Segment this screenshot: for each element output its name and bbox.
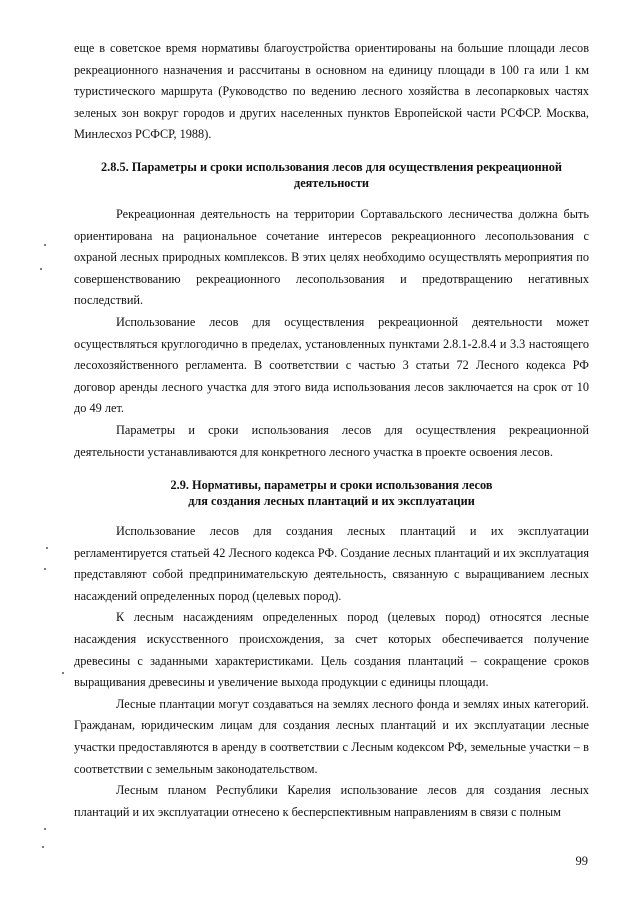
section-heading-2-8-5 <box>74 159 589 191</box>
section-heading-line: 2.9. Нормативы, параметры и сроки использования лесов <box>170 478 493 493</box>
page-number: 99 <box>575 854 588 868</box>
body-paragraph: Рекреационная деятельность на территории Сортавальского лесничества должна быть ориентирована на рациональное сочетание интересов рекреационного лесопользования с охраной лесных природных комплексов. В этих целях необходимо осуществлять мероприятия по совершенствованию рекреационного лесопользования и предотвращению негативных последствий. <box>74 206 589 308</box>
section-heading-2-9 <box>74 477 589 509</box>
body-paragraph: Лесные плантации могут создаваться на землях лесного фонда и землях иных категорий. Гражданам, юридическим лицам для создания лесных плантаций и их эксплуатации лесные участки предоставляются в аренду в соответствии с Лесным кодексом РФ, земельные участки – в соответствии с земельным законодательством. <box>74 696 589 776</box>
scan-speck <box>44 568 46 570</box>
body-paragraph: Использование лесов для осуществления рекреационной деятельности может осуществляться круглогодично в пределах, установленных пунктами 2.8.1-2.8.4 и 3.3 настоящего лесохозяйственного регламента. В соответствии с частью 3 статьи 72 Лесного кодекса РФ договор аренды лесного участка для этого вида использования лесов заключается на срок от 10 до 49 лет. <box>74 314 589 416</box>
scan-speck <box>40 268 42 270</box>
body-paragraph: Использование лесов для создания лесных плантаций и их эксплуатации регламентируется статьей 42 Лесного кодекса РФ. Создание лесных плантаций и их эксплуатация представляют собой предпринимательскую деятельность, связанную с выращиванием лесных насаждений определенных пород (целевых пород). <box>74 524 589 603</box>
scan-speck <box>44 828 46 830</box>
document-body <box>74 38 589 823</box>
body-paragraph: К лесным насаждениям определенных пород (целевых пород) относятся лесные насаждения искусственного происхождения, за счет которых обеспечивается получение древесины с заданными характеристиками. Цель создания плантаций – сокращение сроков выращивания древесины и увеличение выхода продукции с единицы площади. <box>74 610 589 690</box>
section-heading-line: деятельности <box>293 175 370 190</box>
section-heading-line: для создания лесных плантаций и их эксплуатации <box>188 494 475 509</box>
scan-speck <box>42 846 44 848</box>
section-heading-line: 2.8.5. Параметры и сроки использования лесов для осуществления рекреационной <box>101 159 562 174</box>
body-paragraph: Параметры и сроки использования лесов для осуществления рекреационной деятельности устанавливаются для конкретного лесного участка в проекте освоения лесов. <box>74 422 589 459</box>
scan-speck <box>44 244 46 246</box>
scan-speck <box>62 672 64 674</box>
intro-paragraph: еще в советское время нормативы благоустройства ориентированы на большие площади лесов рекреационного назначения и рассчитаны в основном на единицу площади в 100 га или 1 км туристического маршрута (Руководство по ведению лесного хозяйства в лесопарковых частях зеленых зон вокруг городов и других населенных пунктов Европейской части РСФСР. Москва, Минлесхоз РСФСР, 1988). <box>74 41 589 142</box>
body-paragraph: Лесным планом Республики Карелия использование лесов для создания лесных плантаций и их эксплуатации отнесено к бесперспективным направлениям в связи с полным <box>74 783 589 819</box>
scan-speck <box>46 547 48 549</box>
